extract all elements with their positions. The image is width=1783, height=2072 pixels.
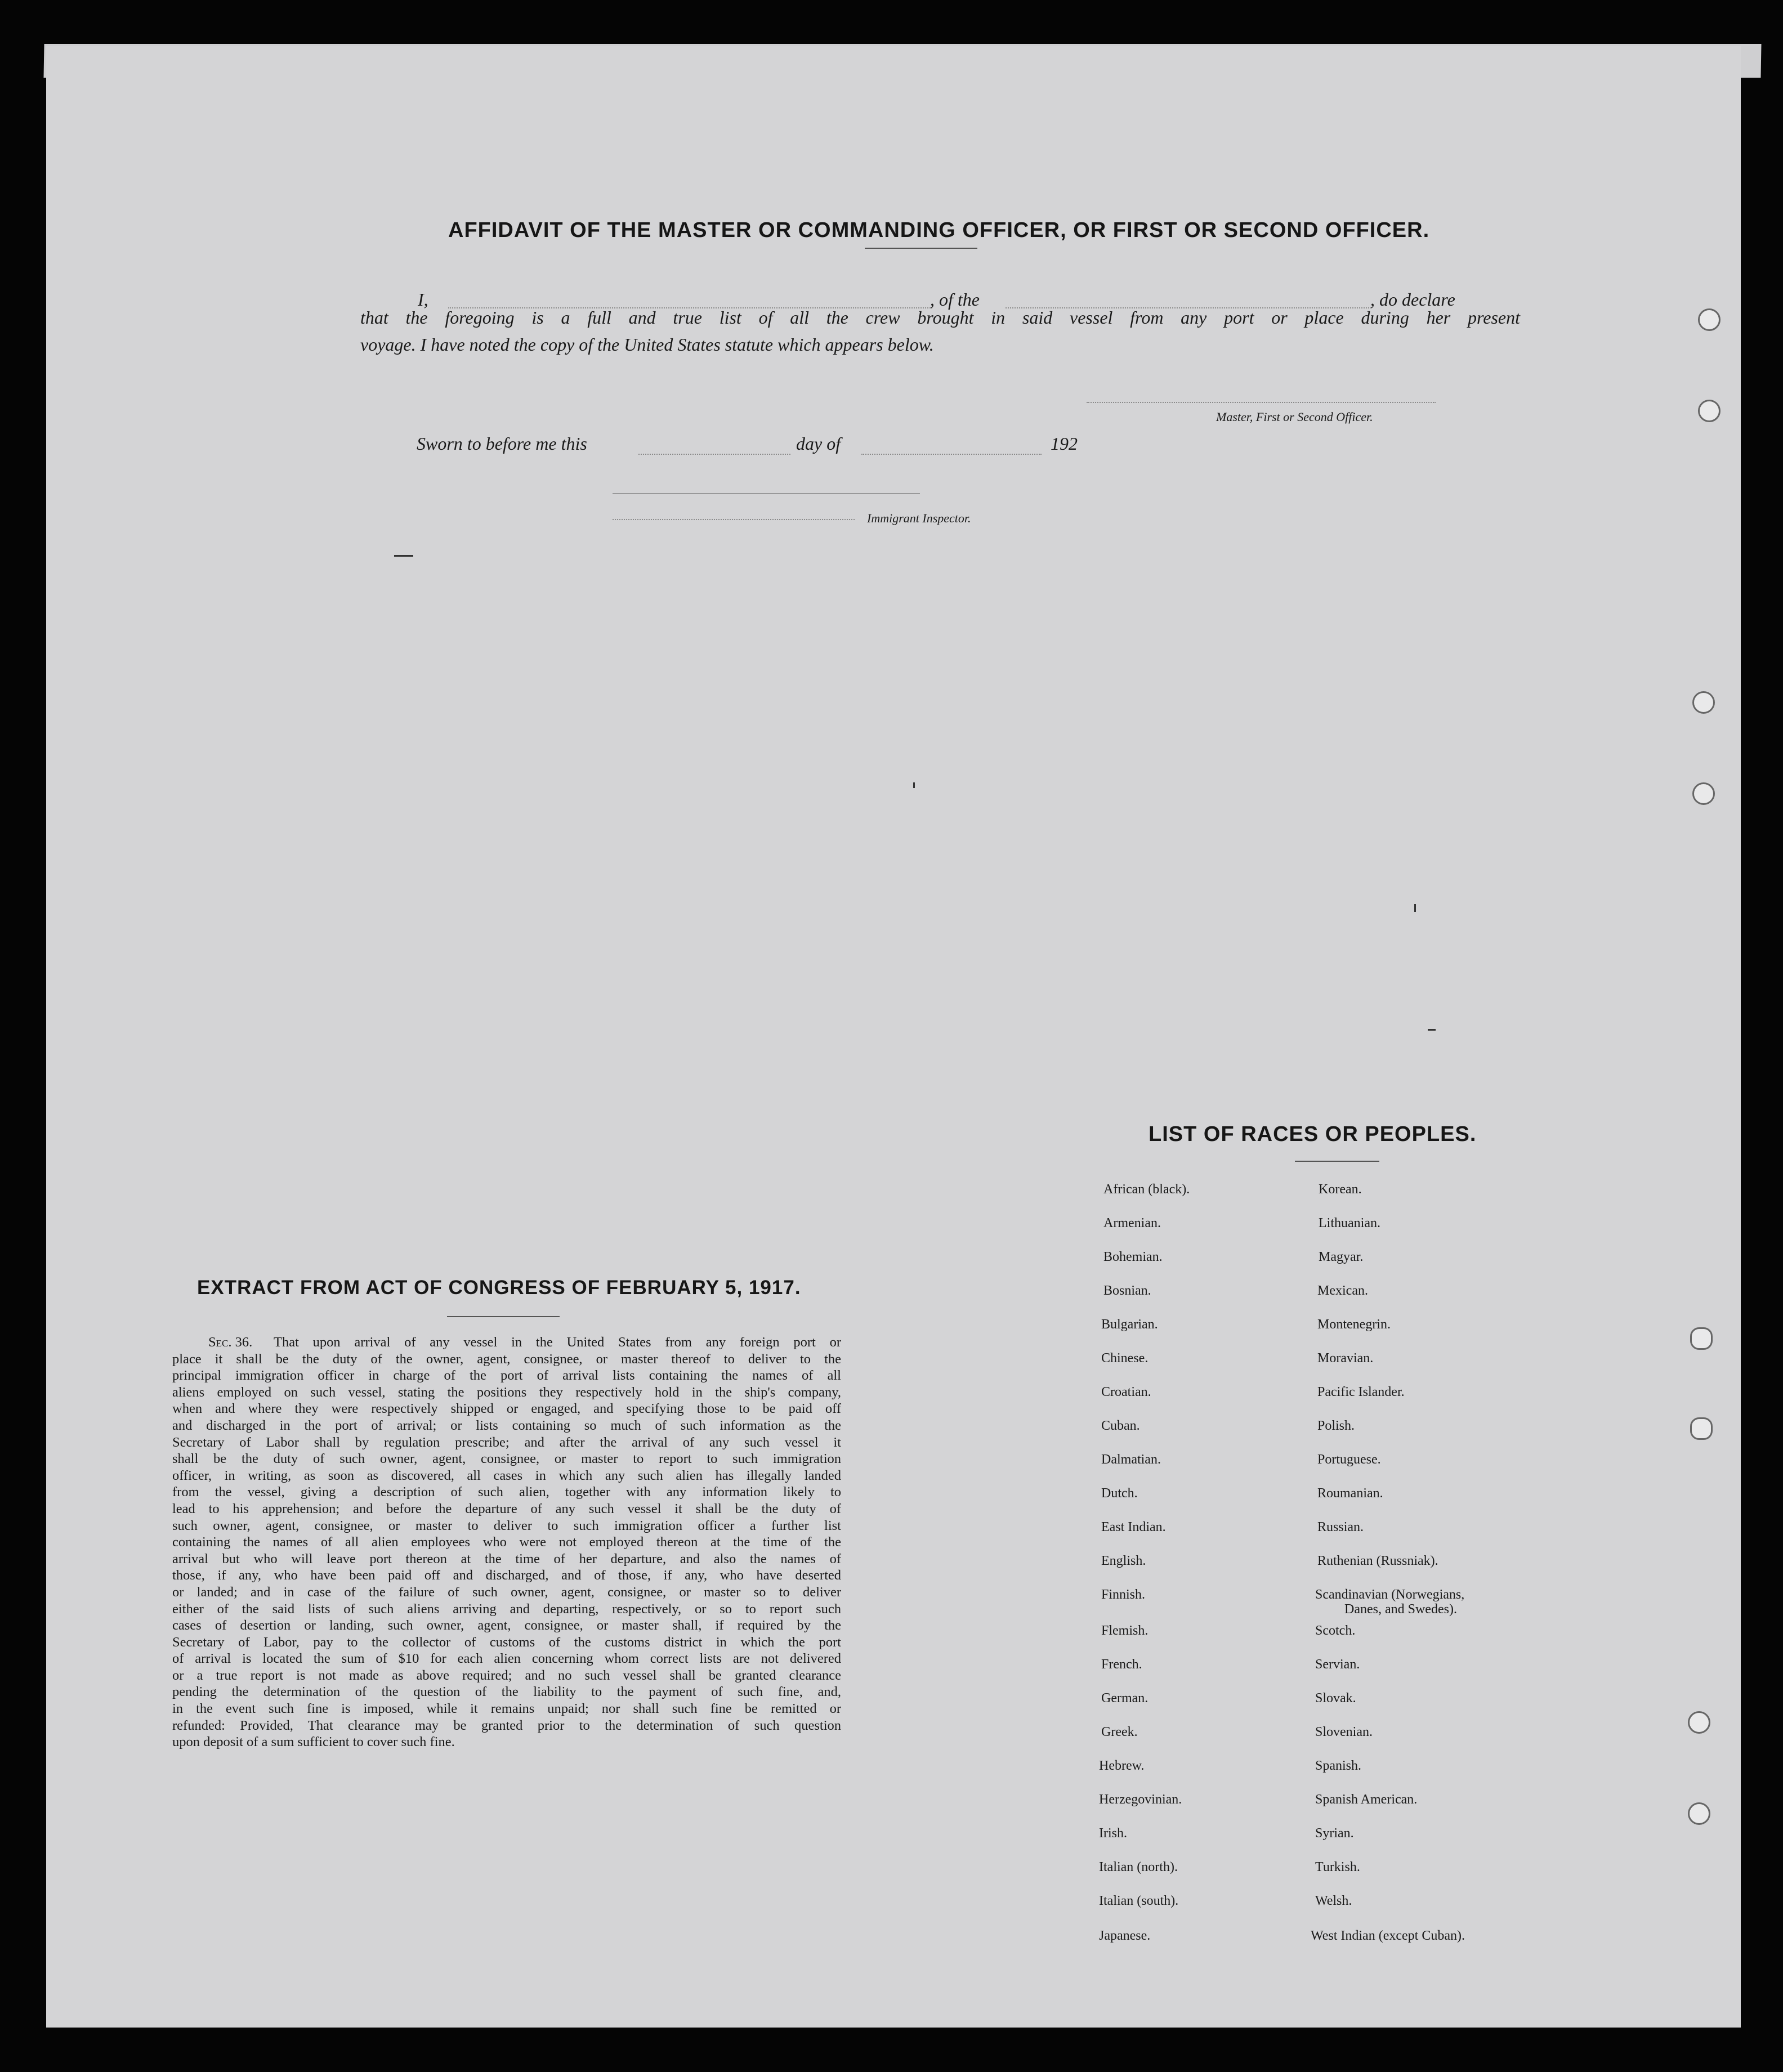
extract-line: place it shall be the duty of the owner, agent, consignee, or master thereof to deliver to the — [172, 1351, 841, 1367]
race-item: East Indian. — [1101, 1520, 1166, 1534]
race-item: Magyar. — [1319, 1250, 1364, 1264]
extract-text — [172, 1334, 841, 1751]
race-item: Slovenian. — [1315, 1725, 1373, 1739]
year-prefix: 192 — [1051, 433, 1078, 454]
scan-speck — [1414, 904, 1416, 912]
race-item: Bohemian. — [1103, 1250, 1163, 1264]
extract-line: refunded: Provided, That clearance may be granted prior to the determination of such question — [172, 1717, 841, 1733]
race-item: Montenegrin. — [1317, 1317, 1391, 1332]
race-item: Scandinavian (Norwegians, — [1315, 1587, 1465, 1602]
race-item: Servian. — [1315, 1657, 1360, 1672]
races-title-rule — [1295, 1161, 1379, 1162]
inspector-signature-dots — [613, 519, 855, 520]
binder-hole — [1698, 400, 1721, 422]
race-item: Japanese. — [1099, 1928, 1151, 1943]
affidavit-title: AFFIDAVIT OF THE MASTER OR COMMANDING OFFICER, OR FIRST OR SECOND OFFICER. — [448, 218, 1430, 242]
race-item: Moravian. — [1317, 1351, 1374, 1366]
race-item: Polish. — [1317, 1418, 1355, 1433]
sworn-day-field[interactable] — [638, 454, 790, 455]
extract-title-rule — [447, 1316, 560, 1317]
race-item: Italian (south). — [1099, 1894, 1179, 1908]
binder-hole — [1692, 782, 1715, 805]
race-item: Roumanian. — [1317, 1486, 1383, 1501]
race-item: Armenian. — [1103, 1216, 1161, 1230]
extract-line: principal immigration officer in charge of the port of arrival lists containing the names of all — [172, 1368, 841, 1384]
extract-line: in the event such fine is imposed, while it remains unpaid; nor shall such fine be remitted or — [172, 1701, 841, 1717]
section-label: Sec. 36. — [208, 1335, 253, 1350]
race-item: Greek. — [1101, 1725, 1138, 1739]
extract-line: and discharged in the port of arrival; or lists containing so much of such information as the — [172, 1417, 841, 1433]
officer-signature-field[interactable] — [1087, 402, 1436, 403]
extract-line: cases of desertion or landing, such owner, agent, consignee, or master shall, if required by the — [172, 1618, 841, 1634]
day-of-label: day of — [796, 433, 841, 454]
extract-line: of arrival is located the sum of $10 for each alien concerning whom correct lists are not delivered — [172, 1651, 841, 1667]
extract-line: from the vessel, giving a description of such alien, together with any information likely to — [172, 1484, 841, 1500]
binder-hole — [1698, 308, 1721, 331]
officer-signature-label: Master, First or Second Officer. — [1216, 410, 1373, 424]
affidavit-title-rule — [865, 248, 977, 249]
extract-line: pending the determination of the question of the liability to the payment of such fine, and, — [172, 1684, 841, 1700]
binder-hole — [1690, 1417, 1713, 1440]
race-item: Syrian. — [1315, 1826, 1354, 1841]
race-item: Bulgarian. — [1101, 1317, 1158, 1332]
race-item: African (black). — [1103, 1182, 1190, 1197]
race-item: Irish. — [1099, 1826, 1127, 1841]
race-item: Finnish. — [1101, 1587, 1146, 1602]
races-title: LIST OF RACES OR PEOPLES. — [1149, 1122, 1477, 1146]
extract-title: EXTRACT FROM ACT OF CONGRESS OF FEBRUARY 5, 1917. — [197, 1277, 801, 1299]
extract-line: aliens employed on such vessel, stating the positions they respectively hold in the ship's company, — [172, 1384, 841, 1400]
declarant-prefix: I, — [418, 289, 428, 310]
inspector-signature-field[interactable] — [613, 493, 920, 494]
race-item: Ruthenian (Russniak). — [1317, 1554, 1438, 1568]
inspector-label: Immigrant Inspector. — [867, 511, 971, 525]
race-item: Herzegovinian. — [1099, 1792, 1182, 1807]
extract-line: upon deposit of a sum sufficient to cover such fine. — [172, 1734, 455, 1750]
race-item: Danes, and Swedes). — [1344, 1602, 1457, 1617]
race-item: Chinese. — [1101, 1351, 1149, 1366]
extract-line: Secretary of Labor shall by regulation prescribe; and after the arrival of any such vessel it — [172, 1434, 841, 1450]
statement-line: voyage. I have noted the copy of the United States statute which appears below. — [360, 334, 934, 355]
extract-line: such owner, agent, consignee, or master to deliver to such immigration officer a further list — [172, 1518, 841, 1533]
race-item: Welsh. — [1315, 1894, 1352, 1908]
extract-line: when and where they were respectively shipped or engaged, and specifying those to be paid off — [172, 1401, 841, 1417]
extract-line: those, if any, who have been paid off and discharged, and of those, if any, who have deserted — [172, 1568, 841, 1583]
scan-speck — [913, 782, 915, 788]
race-item: Pacific Islander. — [1317, 1385, 1405, 1399]
race-item: Bosnian. — [1103, 1283, 1151, 1298]
binder-hole — [1688, 1711, 1710, 1734]
extract-line: officer, in writing, as soon as discovered, all cases in which any such alien has illegally landed — [172, 1467, 841, 1483]
race-item: Slovak. — [1315, 1691, 1356, 1706]
race-item: Lithuanian. — [1319, 1216, 1380, 1230]
scan-speck — [1428, 1029, 1436, 1031]
race-item: Turkish. — [1315, 1860, 1360, 1874]
extract-line: shall be the duty of such owner, agent, consignee, or master to report to such immigration — [172, 1451, 841, 1467]
extract-line: arrival but who will leave port thereon at the time of her departure, and also the names of — [172, 1551, 841, 1567]
do-declare-label: , do declare — [1370, 289, 1455, 310]
affidavit-statement — [360, 304, 1520, 358]
extract-line: That upon arrival of any vessel in the United States from any foreign port or — [274, 1335, 841, 1350]
binder-hole — [1690, 1327, 1713, 1350]
race-item: Korean. — [1319, 1182, 1362, 1197]
race-item: English. — [1101, 1554, 1146, 1568]
scan-speck — [394, 555, 413, 557]
race-item: Scotch. — [1315, 1623, 1356, 1638]
race-item: Portuguese. — [1317, 1452, 1381, 1467]
extract-line: or landed; and in case of the failure of such owner, agent, consignee, or master so to deliver — [172, 1584, 841, 1600]
extract-line: either of the said lists of such aliens arriving and departing, respectively, or so to report such — [172, 1601, 841, 1617]
race-item: Mexican. — [1317, 1283, 1368, 1298]
race-item: Dalmatian. — [1101, 1452, 1161, 1467]
race-item: German. — [1101, 1691, 1149, 1706]
extract-line: lead to his apprehension; and before the departure of any such vessel it shall be the duty of — [172, 1501, 841, 1516]
binder-hole — [1692, 691, 1715, 714]
race-item: French. — [1101, 1657, 1142, 1672]
race-item: Dutch. — [1101, 1486, 1138, 1501]
extract-line: Secretary of Labor, pay to the collector of customs of the customs district in which the port — [172, 1634, 841, 1650]
extract-line: or a true report is not made as above required; and no such vessel shall be granted clearance — [172, 1667, 841, 1683]
statement-line: that the foregoing is a full and true list of all the crew brought in said vessel from any port or place during her present — [360, 307, 1520, 328]
race-item: Cuban. — [1101, 1418, 1140, 1433]
race-item: West Indian (except Cuban). — [1311, 1928, 1465, 1943]
sworn-month-field[interactable] — [861, 454, 1042, 455]
race-item: Croatian. — [1101, 1385, 1151, 1399]
sworn-label: Sworn to before me this — [417, 433, 587, 454]
extract-line: containing the names of all alien employees who were not employed thereon at the time of the — [172, 1534, 841, 1550]
race-item: Spanish. — [1315, 1758, 1362, 1773]
race-item: Hebrew. — [1099, 1758, 1145, 1773]
race-item: Russian. — [1317, 1520, 1364, 1534]
race-item: Spanish American. — [1315, 1792, 1418, 1807]
race-item: Flemish. — [1101, 1623, 1149, 1638]
binder-hole — [1688, 1802, 1710, 1825]
race-item: Italian (north). — [1099, 1860, 1178, 1874]
of-the-label: , of the — [930, 289, 980, 310]
